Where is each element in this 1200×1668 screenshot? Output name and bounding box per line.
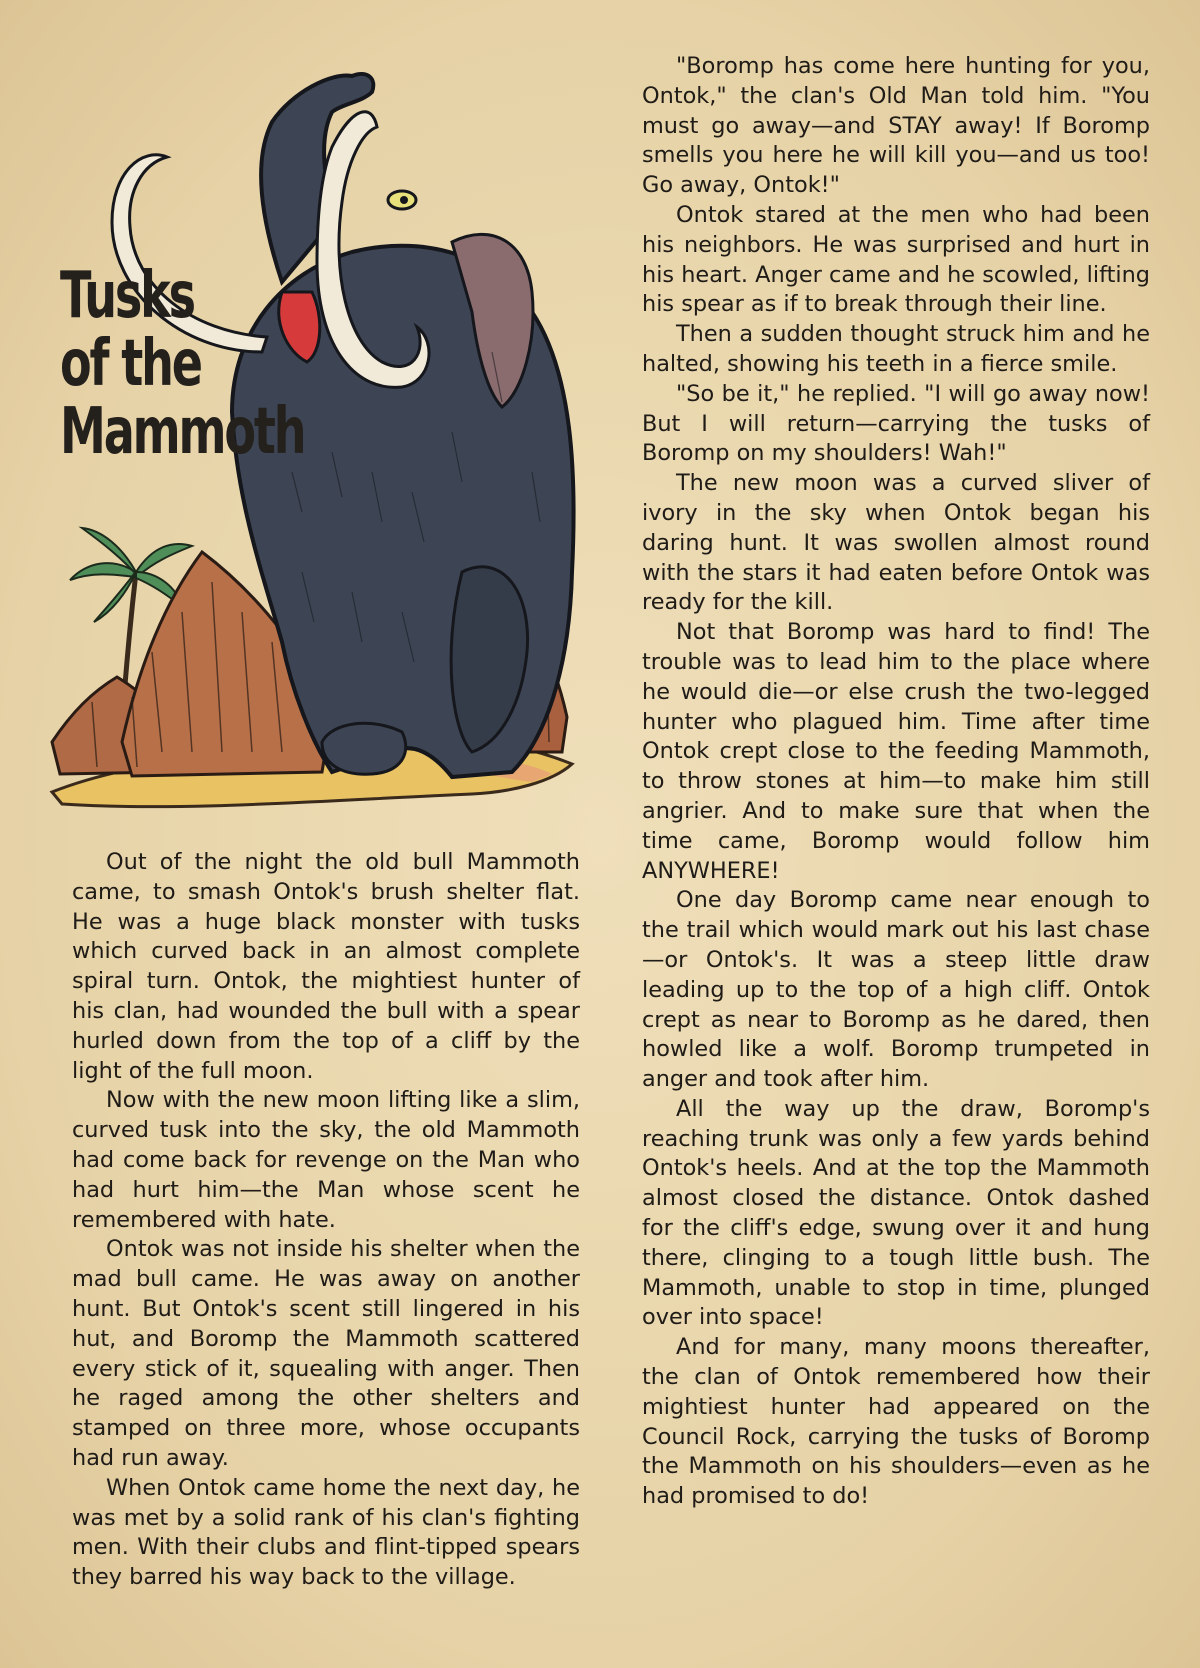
paragraph: All the way up the draw, Boromp's reaching trunk was only a few yards behind Ontok's heels. And at the top the Mammoth almost closed the distance. Ontok dashed for the cliff's edge, swung over it and hung there, clinging to a tough little bush. The Mammoth, unable to stop in time, plunged over into space!: [642, 1095, 1150, 1331]
paragraph: Now with the new moon lifting like a slim, curved tusk into the sky, the old Mammoth had come back for revenge on the Man who had hurt him—the Man whose scent he remembered with hate.: [72, 1087, 580, 1233]
title-line: Tusks: [60, 259, 194, 333]
mammoth-foot: [322, 723, 406, 774]
paragraph: Ontok was not inside his shelter when the mad bull came. He was away on another hunt. But Ontok's scent still lingered in his hut, and Boromp the Mammoth scattered every stick of it, squealing with anger. Then he raged among the other shelters and stamped on three more, whose occupants had run away.: [72, 1236, 580, 1471]
title-line: of the: [60, 327, 201, 401]
paragraph: When Ontok came home the next day, he was met by a solid rank of his clan's fighting men. With their clubs and flint-tipped spears they barred his way back to the village.: [72, 1474, 580, 1591]
title-line: Mammoth: [60, 395, 305, 469]
story-title: [60, 259, 305, 469]
left-text-column: [72, 848, 580, 1593]
paragraph: "So be it," he replied. "I will go away now! But I will return—carrying the tusks of Boromp on my shoulders! Wah!": [642, 380, 1150, 467]
paragraph: The new moon was a curved sliver of ivory in the sky when Ontok began his daring hunt. It was swollen almost round with the stars it had eaten before Ontok was ready for the kill.: [642, 470, 1150, 616]
paragraph: "Boromp has come here hunting for you, Ontok," the clan's Old Man told him. "You must go away—and STAY away! If Boromp smells you here he will kill you—and us too! Go away, Ontok!": [642, 53, 1150, 199]
paragraph: One day Boromp came near enough to the trail which would mark out his last chase—or Ontok's. It was a steep little draw leading up to the top of a high cliff. Ontok crept as near to Boromp as he dared, then howled like a wolf. Boromp trumpeted in anger and took after him.: [642, 887, 1150, 1093]
paragraph: Ontok stared at the men who had been his neighbors. He was surprised and hurt in his heart. Anger came and he scowled, lifting his spear as if to break through their line.: [642, 201, 1150, 318]
paragraph: And for many, many moons thereafter, the clan of Ontok remembered how their mightiest hunter had appeared on the Council Rock, carrying the tusks of Boromp the Mammoth on his shoulders—even as he had promised to do!: [642, 1334, 1150, 1510]
right-text-column: [642, 52, 1150, 1512]
paragraph: Then a sudden thought struck him and he halted, showing his teeth in a fierce smile.: [642, 321, 1150, 377]
paragraph: Out of the night the old bull Mammoth came, to smash Ontok's brush shelter flat. He was a huge black monster with tusks which curved back in an almost complete spiral turn. Ontok, the mightiest hunter of his clan, had wounded the bull with a spear hurled down from the top of a cliff by the light of the full moon.: [72, 849, 580, 1084]
paragraph: Not that Boromp was hard to find! The trouble was to lead him to the place where he would die—or else crush the two-legged hunter who plagued him. Time after time Ontok crept close to the feeding Mammoth, to throw stones at him—to make him still angrier. And to make sure that when the time came, Boromp would follow him ANYWHERE!: [642, 619, 1150, 884]
